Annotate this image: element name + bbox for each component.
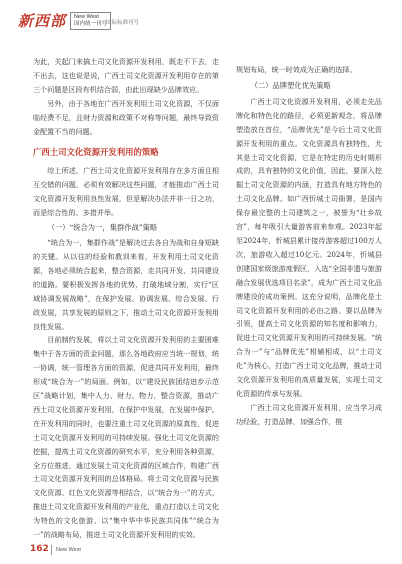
subsection-heading-2: （二）品牌塑化优先策略 bbox=[250, 80, 331, 90]
intro-paragraph-2: 另外，由于各地在广西开发利用土司文化资源，不仅面临经费不足，且财力资源和政策不对称等问题，最终导致资金配置不当的问题。 bbox=[33, 98, 219, 136]
intro-paragraph-1: 为此，关起门来搞土司文化资源开发利用，既走不下去，走不出去，这也说是说，广西土司文化资源开发利用存在的第三个问题是区段有机结合弱，由此出现缺少品牌效应。 bbox=[33, 57, 219, 94]
right-lead-paragraph: 规划布局，统一时效成为正确的选择。 bbox=[236, 65, 357, 74]
page-header bbox=[0, 0, 402, 56]
subsection-heading-1: （一）“统合为一，集群作战”策略 bbox=[47, 223, 158, 233]
left-column bbox=[33, 55, 219, 542]
right-paragraph-1: 广西土司文化资源开发利用，必须走先品牌化和特色化的路径，必须更新观念，将品牌塑造放在首位，“品牌优先”是今后土司文化资源开发利用的重点。文化资源具有独特性，尤其是土司文化资源，它是在特定的历史时期形成的，具有独特的文化价值，因此，要深入挖掘土司文化资源的内涵，打造具有地方特色的土司文化品牌。如广西忻城土司衙署，是国内保存最完整的土司建筑之一，被誉为“壮乡故宫”，每年吸引大量游客前来参观。2023年起至2024年，忻城县累计接待游客超过100万人次，旅游收入超过10亿元。2024年，忻城县创建国家级旅游度假区，入选“全国非遗与旅游融合发展优选项目名录”，成为广西土司文化品牌建设的成功案例。这充分说明，品牌化是土司文化资源开发利用的必由之路。要以品牌为引领，提高土司文化资源的知名度和影响力，促进土司文化资源开发利用的可持续发展。“统合为一”与“品牌优先”相辅相成，以“土司文化”为核心，打造广西土司文化品牌，推动土司文化资源开发利用的高质量发展，实现土司文化资源的传承与发展。 bbox=[236, 96, 382, 398]
footer-brand: New West bbox=[56, 547, 81, 553]
magazine-logo-box bbox=[70, 12, 111, 30]
logo-subtitle: 国际标准刊号 bbox=[106, 20, 140, 26]
section-heading: 广西土司文化资源开发利用的策略 bbox=[33, 147, 159, 158]
footer-divider bbox=[51, 545, 52, 555]
magazine-logo: 新西部 bbox=[18, 12, 67, 30]
page-footer bbox=[0, 536, 402, 564]
logo-box-line1: New West bbox=[74, 14, 99, 20]
page-number: 162 bbox=[30, 544, 49, 554]
right-paragraph-2: 广西土司文化资源开发利用，应当学习成功经验，打造品牌，加强合作，推 bbox=[236, 402, 382, 426]
right-column bbox=[236, 63, 382, 429]
logo-box-line2: 国内统一刊号 bbox=[74, 21, 108, 27]
subsection-paragraph-1: “统合为一，集群作战”是解决过去各自为战和自身短缺的关键。从以往的经验和教训来看，开发利用土司文化资源，各地必须统合起来，整合资源，走共同开发、共同建设的道路。要积极发挥各地的优势，打破地域分割，实行“区域协调发展战略”，在保护发展、协调发展、综合发展、行政发展，共享发展的原则之下，推动土司文化资源开发利用良性发展。 bbox=[33, 238, 219, 331]
subsection-paragraph-2: 目前制约发展，将以土司文化资源开发利用的主要困难集中于各方面的资金问题，那么各地政府应当统一规划，统一协调，统一管理各方面的资源，促进共同开发利用，最终形成“统合为一”的局面。例如，以“建设民族团结进步示范区”战略计划，集中人力、财力、物力，整合资源，推动广西土司文化资源开发利用，在保护中发展，在发展中保护。在开发利用的同时，也要注重土司文化资源的原真性，促进土司文化资源开发利用的可持续发展。强化土司文化资源的挖掘，提高土司文化资源的研究水平，充分利用各种资源，全方位推进，通过发展土司文化资源的区域合作，构建广西土司文化资源开发利用的总体格局。将土司文化资源与民族文化资源、红色文化资源等相结合，以“统合为一”的方式，推进土司文化资源开发利用的产业化，重点打造以土司文化为特色的文化旅游、以“集中华中华民族共同体”“统合为一”的战略布局，推进土司文化资源开发利用的实效。 bbox=[33, 335, 219, 540]
section-intro-paragraph: 综上所述，广西土司文化资源开发利用存在多方面且相互交错的问题，必须有效解决这些问题，才能推动广西土司文化资源开发利用良性发展，但是解决办法并非一日之功，而是综合性的、多措并举。 bbox=[33, 166, 219, 218]
